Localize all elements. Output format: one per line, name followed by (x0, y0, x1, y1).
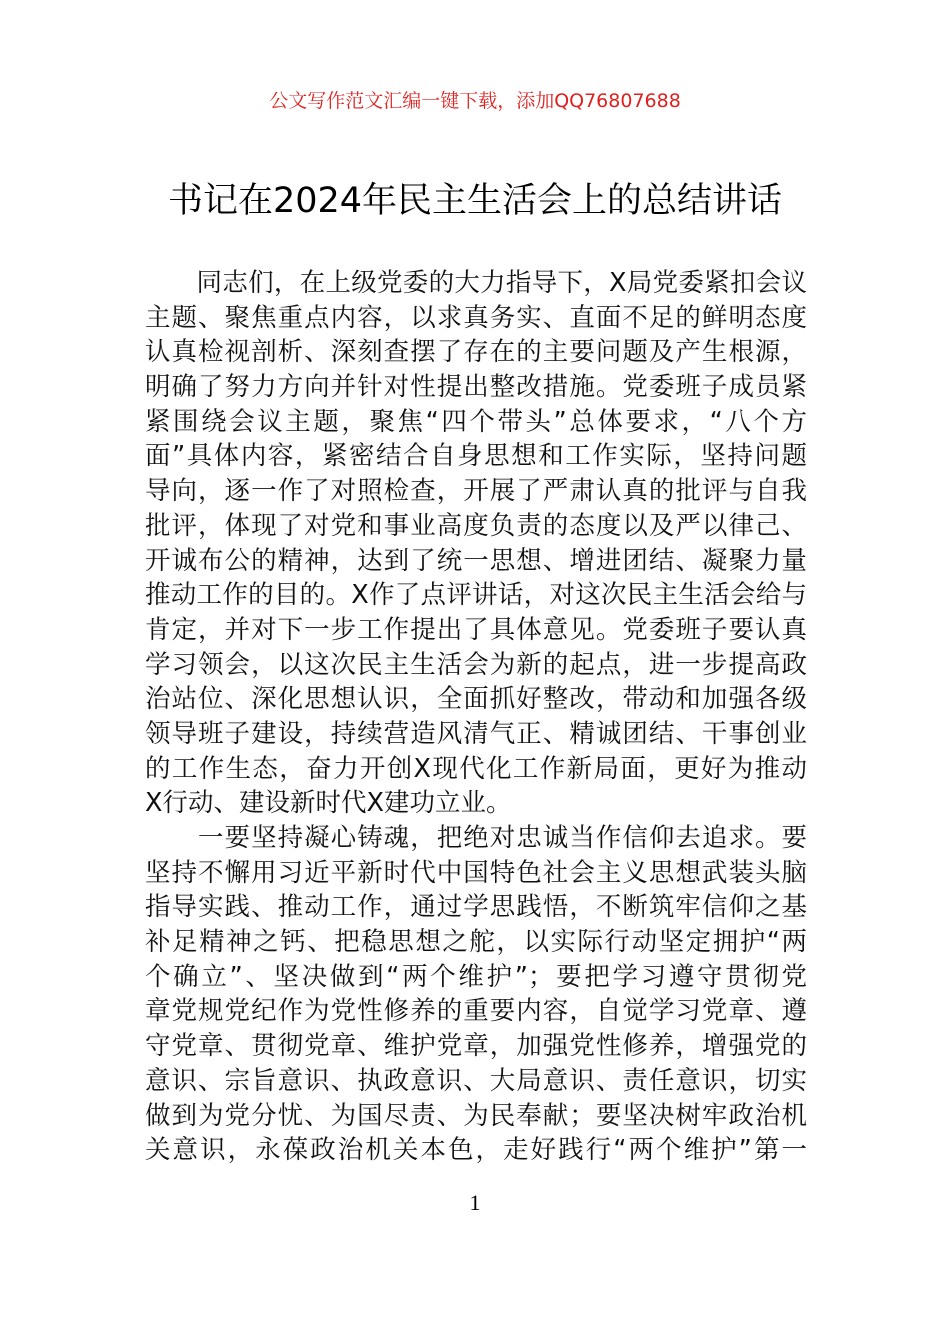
text-line: 坚持不懈用习近平新时代中国特色社会主义思想武装头脑 (145, 857, 807, 888)
page-number: 1 (469, 1190, 481, 1215)
text-line: 指导实践、推动工作，通过学思践悟，不断筑牢信仰之基 (145, 892, 807, 923)
text-line: X行动、建设新时代X建功立业。 (145, 788, 512, 819)
text-line: 治站位、深化思想认识，全面抓好整改，带动和加强各级 (145, 684, 807, 715)
text-line: 面”具体内容，紧密结合自身思想和工作实际，坚持问题 (145, 441, 807, 472)
text-line: 领导班子建设，持续营造风清气正、精诚团结、干事创业 (145, 718, 807, 749)
text-line: 肯定，并对下一步工作提出了具体意见。党委班子要认真 (145, 614, 807, 645)
text-line: 补足精神之钙、把稳思想之舵，以实际行动坚定拥护“两 (145, 927, 807, 958)
text-line: 明确了努力方向并针对性提出整改措施。党委班子成员紧 (145, 372, 807, 403)
document-body (145, 266, 807, 1168)
text-line: 开诚布公的精神，达到了统一思想、增进团结、凝聚力量 (145, 545, 807, 576)
text-line: 关意识，永葆政治机关本色，走好践行“两个维护”第一 (145, 1135, 807, 1166)
download-banner: 公文写作范文汇编一键下载，添加QQ76807688 (269, 90, 681, 112)
text-line: 紧围绕会议主题，聚焦“四个带头”总体要求，“八个方 (145, 406, 807, 437)
text-line: 守党章、贯彻党章、维护党章，加强党性修养，增强党的 (145, 1031, 807, 1062)
text-line: 同志们，在上级党委的大力指导下，X局党委紧扣会议 (145, 268, 807, 298)
text-line: 主题、聚焦重点内容，以求真务实、直面不足的鲜明态度 (145, 302, 807, 333)
text-line: 意识、宗旨意识、执政意识、大局意识、责任意识，切实 (145, 1065, 807, 1096)
text-line: 学习领会，以这次民主生活会为新的起点，进一步提高政 (145, 649, 807, 680)
text-line: 一要坚持凝心铸魂，把绝对忠诚当作信仰去追求。要 (145, 823, 807, 853)
text-line: 认真检视剖析、深刻查摆了存在的主要问题及产生根源， (145, 337, 807, 368)
text-line: 个确立”、坚决做到“两个维护”；要把学习遵守贯彻党 (145, 961, 807, 992)
text-line: 做到为党分忧、为国尽责、为民奉献；要坚决树牢政治机 (145, 1100, 807, 1131)
text-line: 章党规党纪作为党性修养的重要内容，自觉学习党章、遵 (145, 996, 807, 1027)
text-line: 推动工作的目的。X作了点评讲话，对这次民主生活会给与 (145, 580, 807, 611)
document-title: 书记在2024年民主生活会上的总结讲话 (167, 181, 783, 221)
text-line: 的工作生态，奋力开创X现代化工作新局面，更好为推动 (145, 753, 807, 784)
text-line: 导向，逐一作了对照检查，开展了严肃认真的批评与自我 (145, 476, 807, 507)
text-line: 批评，体现了对党和事业高度负责的态度以及严以律己、 (145, 510, 807, 541)
